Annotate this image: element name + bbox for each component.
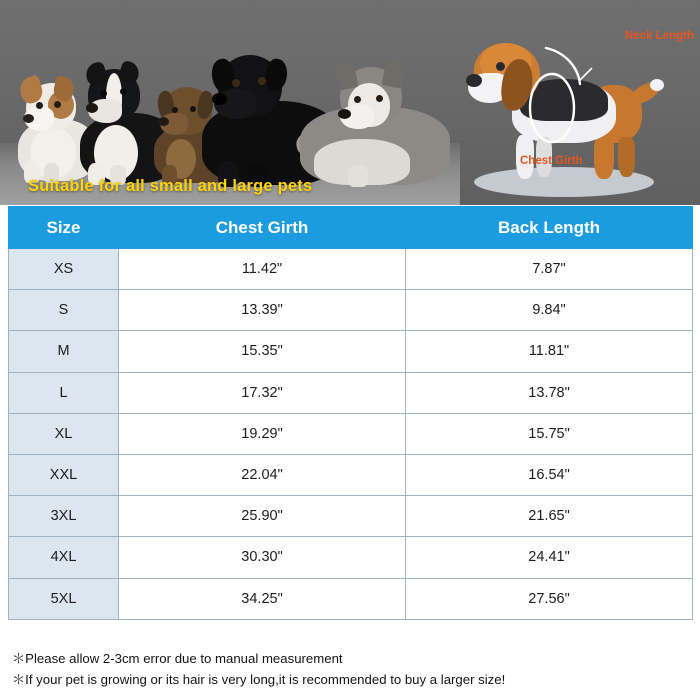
dogs-photo [0,0,460,205]
table-row [9,537,693,578]
cell-size: M [9,331,119,372]
header-chest-girth: Chest Girth [119,207,406,249]
cell-back: 9.84" [406,290,693,331]
cell-size: 5XL [9,578,119,619]
cell-chest: 22.04" [119,454,406,495]
size-table-body [9,249,693,620]
cell-chest: 30.30" [119,537,406,578]
table-row [9,331,693,372]
table-row [9,290,693,331]
cell-chest: 13.39" [119,290,406,331]
measurement-illustration [450,0,700,205]
cell-chest: 17.32" [119,372,406,413]
cell-back: 15.75" [406,413,693,454]
size-table-wrapper [8,206,692,620]
cell-chest: 25.90" [119,496,406,537]
table-row [9,413,693,454]
cell-size: XXL [9,454,119,495]
cell-chest: 15.35" [119,331,406,372]
size-table [8,206,693,620]
header-back-length: Back Length [406,207,693,249]
hero-tagline: Suitable for all small and large pets [28,177,313,195]
footnotes [12,648,688,690]
cell-back: 16.54" [406,454,693,495]
cell-size: XS [9,249,119,290]
table-header-row [9,207,693,249]
header-size: Size [9,207,119,249]
table-row [9,249,693,290]
cell-size: XL [9,413,119,454]
table-row [9,454,693,495]
hero-banner [0,0,700,205]
cell-chest: 11.42" [119,249,406,290]
cell-size: L [9,372,119,413]
cell-back: 7.87" [406,249,693,290]
table-row [9,578,693,619]
table-row [9,496,693,537]
footnote-larger-size: ＊If your pet is growing or its hair is very long,it is recommended to buy a larger size! [12,672,506,687]
cell-back: 27.56" [406,578,693,619]
cell-size: 3XL [9,496,119,537]
cell-back: 24.41" [406,537,693,578]
cell-size: 4XL [9,537,119,578]
label-chest-girth: Chest Girth [520,155,583,167]
cell-chest: 19.29" [119,413,406,454]
cell-chest: 34.25" [119,578,406,619]
cell-back: 11.81" [406,331,693,372]
table-row [9,372,693,413]
footnote-measurement-error: ＊Please allow 2-3cm error due to manual measurement [12,651,343,666]
label-neck-length: Neck Length [624,30,694,42]
cell-size: S [9,290,119,331]
dog-husky [296,33,456,185]
cell-back: 13.78" [406,372,693,413]
cell-back: 21.65" [406,496,693,537]
size-table-head [9,207,693,249]
